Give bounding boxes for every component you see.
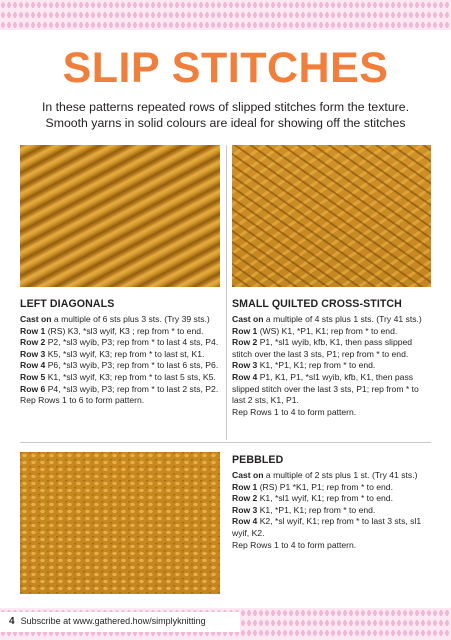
row-text: P6, *sl3 wyib, P3; rep from * to last 6 sts, P6. <box>45 360 219 371</box>
pebbled-swatch-image <box>20 452 220 594</box>
intro-line-1: In these patterns repeated rows of slipped stitches form the texture. <box>41 100 410 114</box>
cast-on-text: a multiple of 2 sts plus 1 st. (Try 41 sts.) <box>263 470 418 480</box>
page-number: 4 <box>9 616 15 627</box>
subscribe-link[interactable]: Subscribe at www.gathered.how/simplyknitting <box>20 616 206 626</box>
row-label: Row 1 <box>232 325 258 336</box>
row-label: Row 2 <box>232 493 258 504</box>
cast-on-text: a multiple of 6 sts plus 3 sts. (Try 39 sts.) <box>51 314 210 324</box>
section-heading: LEFT DIAGONALS <box>20 298 115 310</box>
pattern-row <box>232 326 432 338</box>
left-diagonals-section <box>20 298 220 407</box>
pattern-row <box>232 337 432 360</box>
pattern-row <box>20 326 220 338</box>
row-text: K2, *sl wyif, K1; rep from * to last 3 sts, sl1 wyif, K2. <box>232 516 422 538</box>
repeat-line: Rep Rows 1 to 6 to form pattern. <box>20 395 145 406</box>
column-divider <box>226 145 227 440</box>
row-label: Row 6 <box>20 383 46 394</box>
row-text: P2, *sl3 wyib, P3; rep from * to last 4 sts, P4. <box>45 337 219 348</box>
cast-on-text: a multiple of 4 sts plus 1 sts. (Try 41 sts.) <box>263 314 422 324</box>
pattern-row <box>232 516 432 539</box>
pattern-row <box>20 349 220 361</box>
pattern-row <box>232 482 432 494</box>
repeat-line: Rep Rows 1 to 4 to form pattern. <box>232 406 357 417</box>
row-text: K5, *sl3 wyif, K3; rep from * to last st, K1. <box>45 348 205 359</box>
cast-on-label: Cast on <box>232 314 264 324</box>
row-text: P4, *sl3 wyib, P3; rep from * to last 2 sts, P2. <box>45 383 219 394</box>
pattern-row <box>20 384 220 396</box>
row-text: (WS) K1, *P1, K1; rep from * to end. <box>257 325 398 336</box>
row-label: Row 4 <box>232 516 258 527</box>
row-label: Row 4 <box>20 360 46 371</box>
row-text: (RS) K3, *sl3 wyif, K3 ; rep from * to end. <box>45 325 204 336</box>
row-label: Row 3 <box>232 360 258 371</box>
small-quilted-swatch-image <box>232 145 431 287</box>
section-heading: SMALL QUILTED CROSS-STITCH <box>232 298 402 310</box>
pattern-row <box>232 505 432 517</box>
intro-line-2: Smooth yarns in solid colours are ideal for showing off the stitches <box>45 116 406 130</box>
section-heading: PEBBLED <box>232 454 284 466</box>
page-footer <box>9 615 206 628</box>
row-text: P1, *sl1 wyib, kfb, K1, then pass slipped stitch over the last 3 sts, P1; rep from * to end. <box>232 337 413 359</box>
cast-on-line <box>232 314 432 326</box>
pattern-row <box>20 372 220 384</box>
row-text: K1, *P1, K1; rep from * to end. <box>257 360 376 371</box>
row-label: Row 4 <box>232 371 258 382</box>
page-title: SLIP STITCHES <box>62 44 389 92</box>
row-label: Row 1 <box>20 325 46 336</box>
pattern-row <box>20 337 220 349</box>
row-text: (RS) P1 *K1, P1; rep from * to end. <box>257 481 393 492</box>
pattern-row <box>20 360 220 372</box>
cast-on-label: Cast on <box>20 314 52 324</box>
cast-on-line <box>232 470 432 482</box>
row-text: P1, K1, P1, *sl1 wyib, kfb, K1, then pass slipped stitch over the last 3 sts, P1; rep from * to last 2 sts, K1, P1. <box>232 371 419 406</box>
left-diagonals-swatch-image <box>20 145 220 287</box>
cast-on-line <box>20 314 220 326</box>
repeat-line: Rep Rows 1 to 4 to form pattern. <box>232 539 357 550</box>
section-divider <box>20 442 431 443</box>
pebbled-section <box>232 454 432 551</box>
row-label: Row 3 <box>20 348 46 359</box>
cast-on-label: Cast on <box>232 470 264 480</box>
pattern-row <box>232 372 432 407</box>
row-label: Row 2 <box>232 337 258 348</box>
row-text: K1, *sl3 wyif, K3; rep from * to last 5 sts, K5. <box>45 371 216 382</box>
row-label: Row 5 <box>20 371 46 382</box>
pattern-row <box>232 360 432 372</box>
small-quilted-section <box>232 298 432 418</box>
row-text: K1, *sl1 wyif, K1; rep from * to end. <box>257 493 393 504</box>
row-label: Row 3 <box>232 504 258 515</box>
row-text: K1, *P1, K1; rep from * to end. <box>257 504 376 515</box>
row-label: Row 1 <box>232 481 258 492</box>
pattern-row <box>232 493 432 505</box>
decorative-knit-band-top <box>0 0 451 30</box>
intro-text <box>20 99 431 131</box>
row-label: Row 2 <box>20 337 46 348</box>
